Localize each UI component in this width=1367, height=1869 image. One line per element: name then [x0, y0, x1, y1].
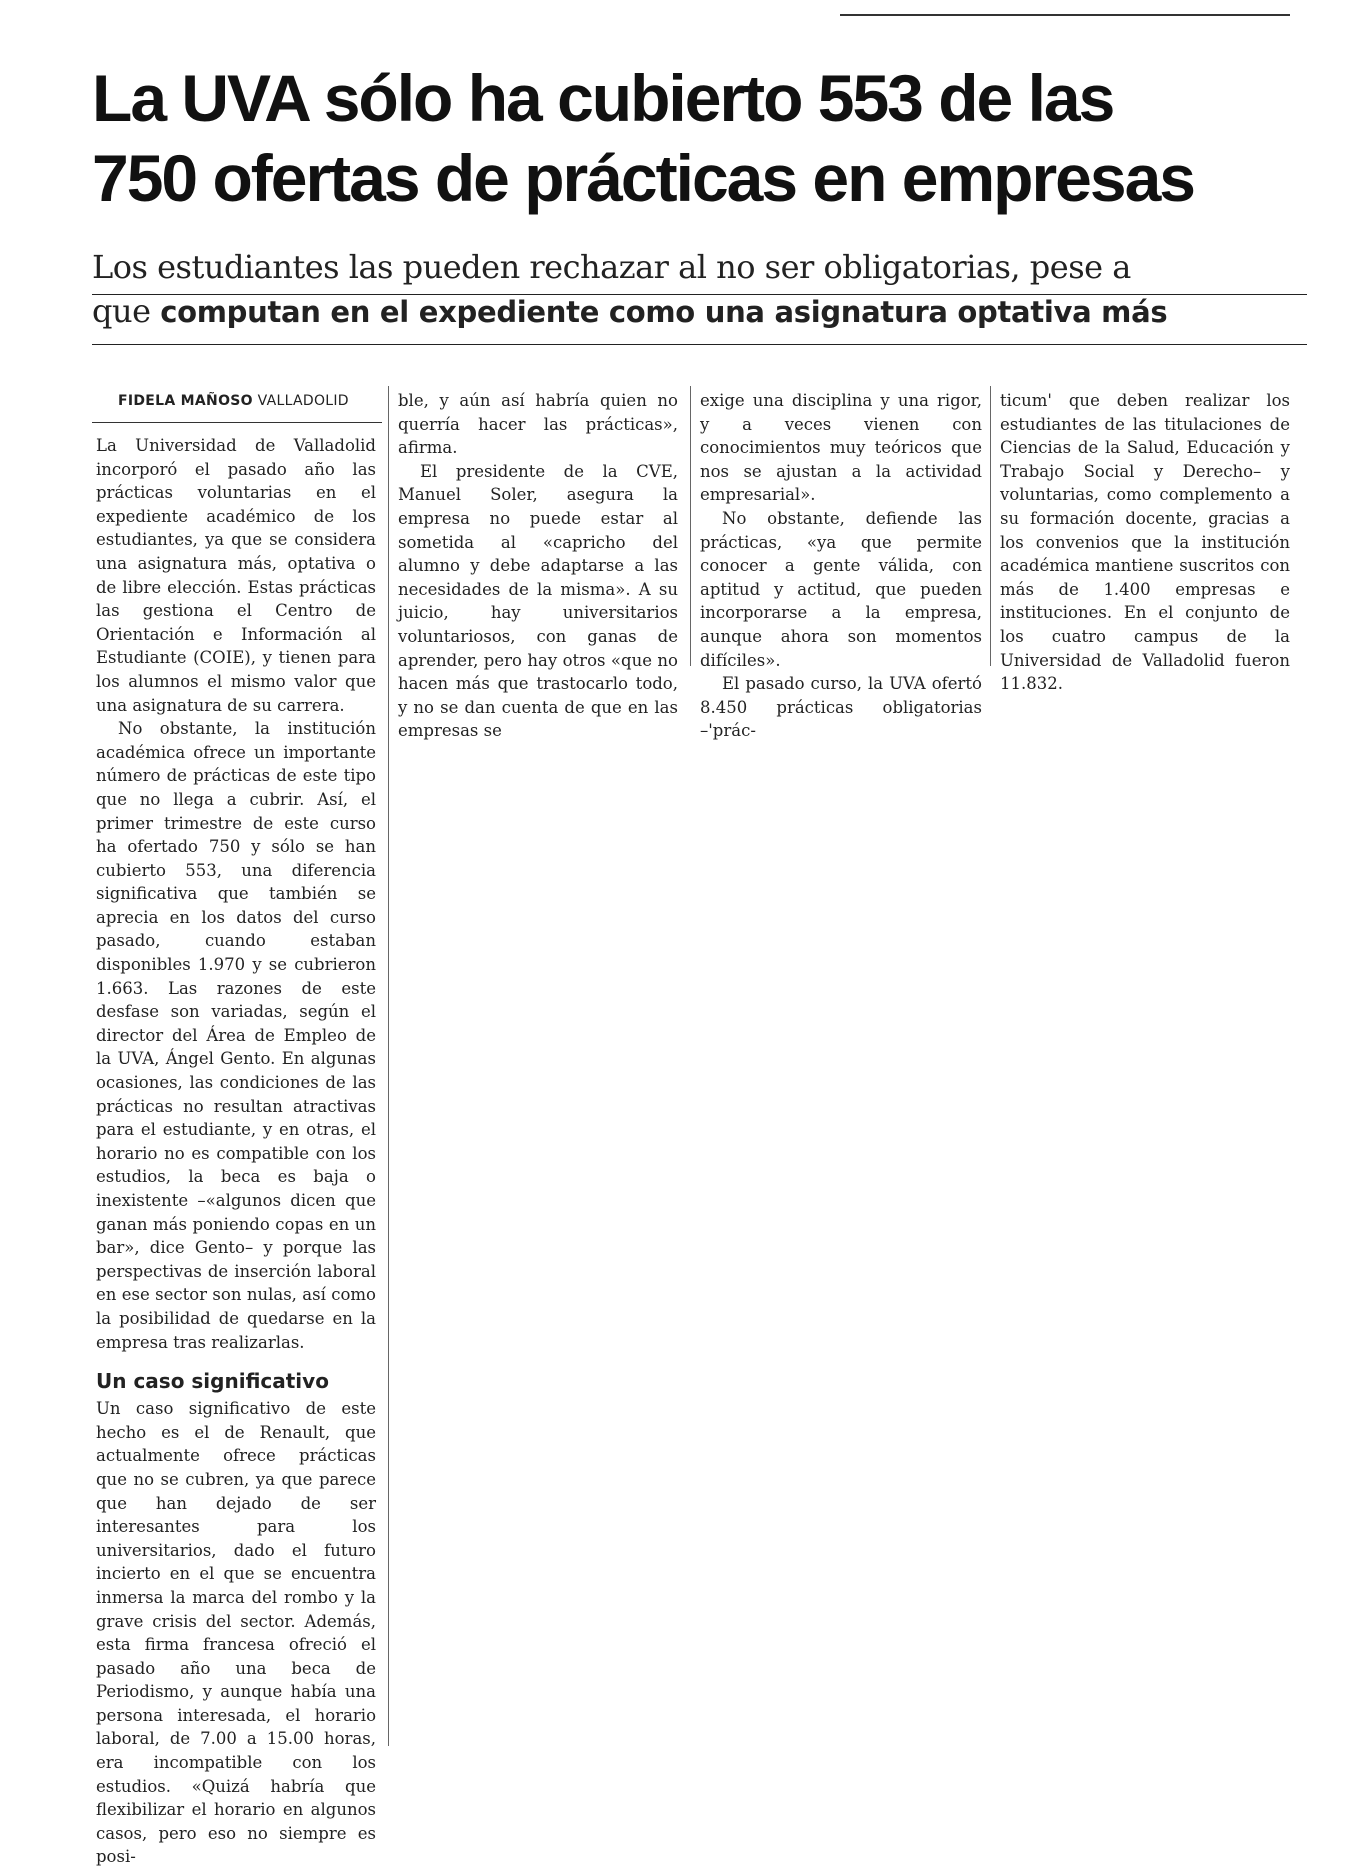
byline-rule — [92, 422, 382, 423]
byline — [118, 393, 349, 409]
paragraph: ticum' que deben realizar los estudiantes de las titulaciones de Ciencias de la Salud, Educación y Trabajo Social y Derecho– y voluntarias, como complemento a su formación docente, gracias a los convenios que la institución académica mantiene suscritos con más de 1.400 empresas e instituciones. En el conjunto de los cuatro campus de la Universidad de Valladolid fueron 11.832. — [1000, 391, 1290, 694]
section-heading: Un caso significativo — [96, 1369, 329, 1394]
headline-line-2: 750 ofertas de prácticas en empresas — [92, 141, 1194, 215]
headline — [92, 58, 1322, 218]
paragraph: El presidente de la CVE, Manuel Soler, asegura la empresa no puede estar al sometida al «capricho del alumno y debe adaptarse a las necesidades de la misma». A su juicio, hay universitarios voluntariosos, con ganas de aprender, pero hay otros «que no hacen más que trastocarlo todo, y no se dan cuenta de que en las empresas se — [398, 461, 678, 741]
column-divider — [388, 386, 389, 1746]
subtitle-line-1: Los estudiantes las pueden rechazar al no ser obligatorias, pese a — [92, 248, 1131, 286]
paragraph: El pasado curso, la UVA ofertó 8.450 prácticas obligatorias –'prác- — [700, 674, 982, 741]
column-divider — [990, 386, 991, 666]
column-3 — [700, 389, 982, 743]
byline-author: FIDELA MAÑOSO — [118, 393, 253, 409]
subtitle — [92, 245, 1307, 334]
subtitle-bold: computan en el expediente como una asignatura optativa más — [160, 295, 1168, 329]
byline-place: VALLADOLID — [257, 393, 349, 409]
column-4 — [1000, 389, 1290, 696]
paragraph: Un caso significativo de este hecho es el de Renault, que actualmente ofrece prácticas que no se cubren, ya que parece que han dejado de ser interesantes para los universitarios, dado el futuro incierto en el que se encuentra inmersa la marca del rombo y la grave crisis del sector. Además, esta firma francesa ofreció el pasado año una beca de Periodismo, y aunque había una persona interesada, el horario laboral, de 7.00 a 15.00 horas, era incompatible con los estudios. «Quizá habría que flexibilizar el horario en algunos casos, pero eso no siempre es posi- — [96, 1399, 376, 1867]
column-1 — [96, 434, 376, 1869]
subtitle-line-2 — [92, 289, 1307, 334]
paragraph: No obstante, defiende las prácticas, «ya que permite conocer a gente válida, con aptitud y actitud, que pueden incorporarse a la empresa, aunque ahora son momentos difíciles». — [700, 508, 982, 670]
paragraph: ble, y aún así habría quien no querría hacer las prácticas», afirma. — [398, 391, 678, 458]
top-rule — [840, 14, 1290, 16]
headline-line-1: La UVA sólo ha cubierto 553 de las — [92, 61, 1114, 135]
column-2 — [398, 389, 678, 743]
paragraph: exige una disciplina y una rigor, y a veces vienen con conocimientos muy teóricos que nos se ajustan a la actividad empresarial». — [700, 391, 982, 505]
subtitle-rule-top — [92, 294, 1307, 295]
subtitle-rule-bottom — [92, 344, 1307, 345]
paragraph: La Universidad de Valladolid incorporó el pasado año las prácticas voluntarias en el expediente académico de los estudiantes, ya que se considera una asignatura más, optativa o de libre elección. Estas prácticas las gestiona el Centro de Orientación e Información al Estudiante (COIE), y tienen para los alumnos el mismo valor que una asignatura de su carrera. — [96, 436, 376, 715]
paragraph: No obstante, la institución académica ofrece un importante número de prácticas de este tipo que no llega a cubrir. Así, el primer trimestre de este curso ha ofertado 750 y sólo se han cubierto 553, una diferencia significativa que también se aprecia en los datos del curso pasado, cuando estaban disponibles 1.970 y se cubrieron 1.663. Las razones de este desfase son variadas, según el director del Área de Empleo de la UVA, Ángel Gento. En algunas ocasiones, las condiciones de las prácticas no resultan atractivas para el estudiante, y en otras, el horario no es compatible con los estudios, la beca es baja o inexistente –«algunos dicen que ganan más poniendo copas en un bar», dice Gento– y porque las perspectivas de inserción laboral en ese sector son nulas, así como la posibilidad de quedarse en la empresa tras realizarlas. — [96, 719, 376, 1352]
column-divider — [690, 386, 691, 666]
subtitle-lead: que — [92, 292, 151, 330]
